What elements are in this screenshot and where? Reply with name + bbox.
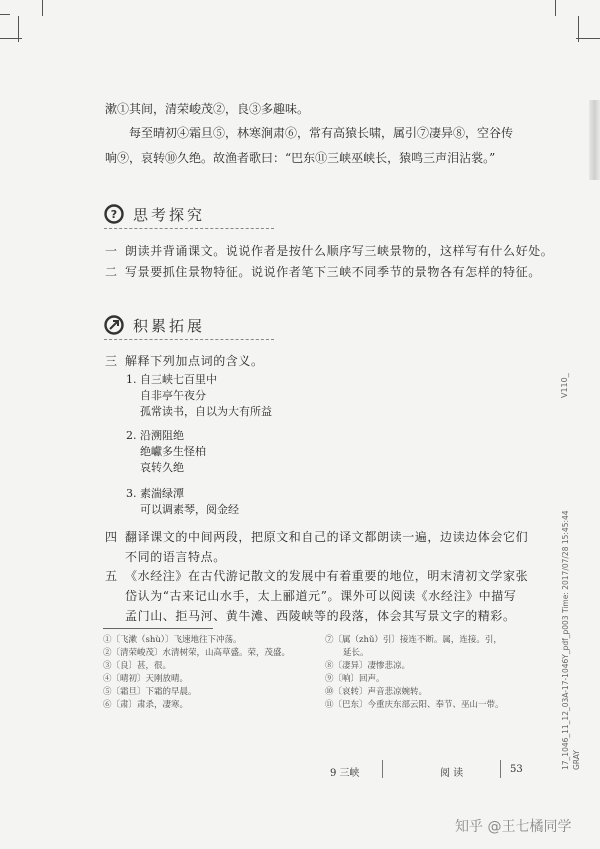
question-text: 写景要抓住景物特征。说说作者笔下三峡不同季节的景物各有怎样的特征。: [125, 265, 541, 279]
section-title-extend: 积累拓展: [133, 317, 206, 335]
question-text: 朗读并背诵课文。说说作者是按什么顺序写三峡景物的，这样写有什么好处。: [125, 244, 554, 258]
passage-line-1: 漱①其间，清荣峻茂②，良③多趣味。: [105, 102, 310, 116]
footer-divider: [500, 760, 501, 778]
crop-mark: [0, 14, 10, 15]
question-number: 五: [105, 569, 118, 583]
passage-line-2: 每至晴初④霜旦⑤，林寒涧肃⑥，常有高猿长啸，属引⑦凄异⑧，空谷传: [129, 126, 514, 140]
watermark: 知乎 @王七橘同学: [455, 819, 572, 835]
question-text: 解释下列加点词的含义。: [125, 354, 264, 368]
word-group-2: [126, 428, 206, 476]
question-icon: [104, 204, 124, 224]
list-item: 可以调素琴，阅金经: [140, 503, 239, 516]
question-text: 孟门山、拒马河、黄牛滩、西陵峡等的段落，体会其写景文字的精彩。: [125, 609, 516, 623]
footnote: ⑧〔凄异〕凄惨悲凉。: [325, 661, 411, 671]
list-item: 3. 素湍绿潭: [126, 487, 184, 500]
footnotes-left: [103, 634, 290, 712]
print-gray: GRAY: [572, 750, 581, 770]
list-item: 自非亭午夜分: [140, 389, 206, 402]
footnote-rule: [103, 628, 213, 629]
list-item: 孤常读书，自以为大有所益: [140, 405, 272, 418]
footnote: ⑥〔肃〕肃杀，凄寒。: [103, 700, 189, 710]
unit-label: 阅 读: [440, 768, 464, 779]
passage-line-3: 响⑨，哀转⑩久绝。故渔者歌曰：“巴东⑪三峡巫峡长，猿鸣三声泪沾裳。”: [105, 151, 496, 165]
footnote: 延长。: [343, 648, 369, 658]
footnote: ②〔清荣峻茂〕水清树荣，山高草盛。荣，茂盛。: [103, 648, 291, 658]
footnotes-right: [325, 634, 504, 712]
expand-icon: [104, 315, 124, 335]
crop-mark: [555, 0, 556, 16]
question-4: [105, 527, 528, 567]
footnote: ⑤〔霜旦〕下霜的早晨。: [103, 687, 197, 697]
question-number: 四: [105, 530, 118, 544]
list-item: 哀转久绝: [140, 461, 184, 474]
print-code: V110_: [560, 373, 569, 398]
page-number: 53: [510, 764, 523, 775]
question-5: [105, 566, 528, 626]
question-number: 二: [105, 265, 118, 279]
question-text: 《水经注》在古代游记散文的发展中有着重要的地位，明末清初文学家张: [125, 569, 529, 583]
question-text: 岱认为“古来记山水手，太上郦道元”。课外可以阅读《水经注》中描写: [125, 589, 517, 603]
word-group-1: [126, 372, 272, 420]
footnote: ④〔晴初〕天刚放晴。: [103, 674, 189, 684]
footer-divider: [382, 760, 383, 778]
question-text: 翻译课文的中间两段，把原文和自己的译文都朗读一遍，边读边体会它们: [125, 530, 529, 544]
footnote: ⑨〔响〕回声。: [325, 674, 385, 684]
section-divider: [104, 339, 274, 340]
crop-mark: [42, 0, 43, 16]
footnote: ⑩〔哀转〕声音悲凉婉转。: [325, 687, 428, 697]
footnote: ⑪〔巴东〕今重庆东部云阳、奉节、巫山一带。: [325, 700, 504, 710]
footnote: ①〔飞漱（shù）〕飞速地往下冲荡。: [103, 635, 242, 645]
lesson-label: 9 三峡: [330, 768, 360, 779]
crop-mark: [0, 38, 22, 39]
section-divider: [104, 228, 274, 229]
list-item: 绝巘多生怪柏: [140, 445, 206, 458]
question-2: [105, 263, 541, 280]
question-text: 不同的语言特点。: [125, 550, 226, 564]
list-item: 1. 自三峡七百里中: [126, 373, 217, 386]
word-group-3: [126, 486, 239, 518]
question-number: 三: [105, 354, 118, 368]
section-title-think: 思考探究: [133, 206, 206, 224]
list-item: 2. 沿溯阻绝: [126, 429, 184, 442]
svg-text:?: ?: [110, 208, 118, 221]
footnote: ⑦〔属（zhǔ）引〕接连不断。属，连接。引，: [325, 635, 502, 645]
question-3: [105, 352, 264, 369]
print-info: 17_1046_11_12_03A-17-1046Y_pdf_p003 Time: 2017/07/28 15:45:44: [561, 510, 570, 770]
question-1: [105, 242, 553, 259]
page-edge-shadow: [589, 100, 600, 180]
crop-mark: [576, 38, 600, 39]
question-number: 一: [105, 244, 118, 258]
footnote: ③〔良〕甚，很。: [103, 661, 172, 671]
